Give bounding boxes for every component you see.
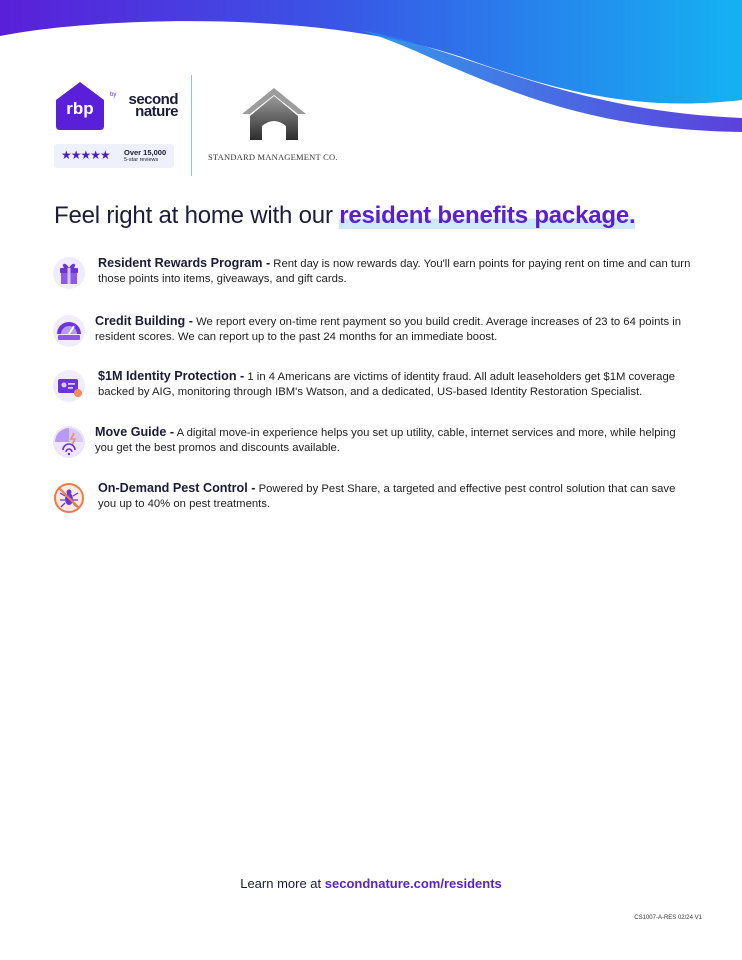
document-code: CS1007-A-RES 02/24 V1 xyxy=(634,915,702,921)
no-pest-icon xyxy=(52,481,86,515)
benefit-title: Resident Rewards Program - xyxy=(98,256,271,270)
reviews-count: Over 15,000 xyxy=(124,148,167,157)
benefit-title: $1M Identity Protection - xyxy=(98,369,245,383)
benefit-description: 1 in 4 Americans are victims of identity fraud. All adult leaseholders get $1M coverage backed by AIG, monitoring through IBM's Watson, and a dedicated, US-based Identity Restoration Specialist. xyxy=(98,371,676,398)
credit-gauge-icon xyxy=(52,314,86,348)
page-headline xyxy=(54,202,635,230)
benefit-description: Powered by Pest Share, a targeted and effective pest control solution that can save you up to 40% on pest treatments. xyxy=(98,483,676,510)
gift-icon xyxy=(52,256,86,290)
company-name: STANDARD MANAGEMENT CO. xyxy=(208,152,338,162)
benefit-description: We report every on-time rent payment so you build credit. Average increases of 23 to 64 points in resident scores. We can report up to the past 24 months for an immediate boost. xyxy=(95,316,682,343)
rbp-second-nature-logo xyxy=(54,78,178,136)
rbp-house-icon xyxy=(54,80,106,132)
move-utilities-icon xyxy=(52,425,86,459)
residents-link[interactable]: secondnature.com/residents xyxy=(324,876,502,891)
learn-more xyxy=(0,876,742,891)
reviews-badge xyxy=(54,144,174,168)
partner-name: second nature xyxy=(128,91,178,120)
logo-divider xyxy=(191,75,192,176)
headline-prefix: Feel right at home with our xyxy=(54,202,340,229)
headline-highlight: resident benefits package. xyxy=(339,202,636,229)
reviews-caption: 5-star reviews xyxy=(124,157,159,163)
benefit-description: Rent day is now rewards day. You'll earn points for paying rent on time and can turn those points into items, giveaways, and gift cards. xyxy=(98,258,691,285)
rbp-by-label: by xyxy=(110,92,117,98)
identity-card-icon xyxy=(52,369,86,403)
benefit-description: A digital move-in experience helps you set up utility, cable, internet services and more, while helping you get the best promos and discounts available. xyxy=(95,427,676,454)
benefit-title: Move Guide - xyxy=(95,425,175,439)
standard-management-house-icon xyxy=(240,86,308,142)
learn-more-prefix: Learn more at xyxy=(240,876,325,891)
star-rating-icon: ★★★★★ xyxy=(61,148,110,162)
benefit-title: Credit Building - xyxy=(95,314,193,328)
benefit-title: On-Demand Pest Control - xyxy=(98,481,256,495)
rbp-badge-text: rbp xyxy=(66,99,94,118)
